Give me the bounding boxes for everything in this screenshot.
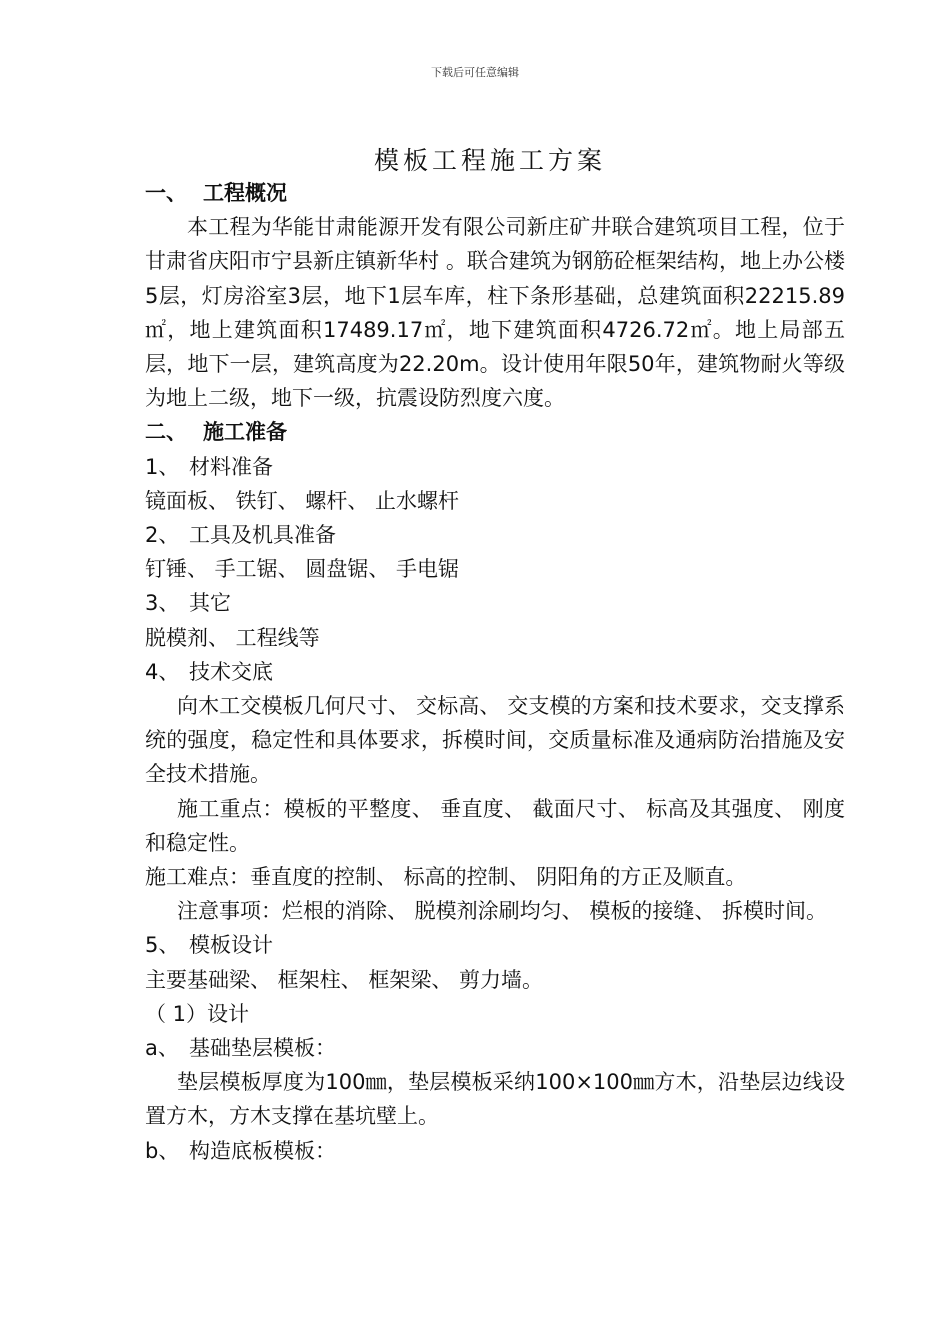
section-title: 施工准备 xyxy=(203,420,287,445)
header-note: 下载后可任意编辑 xyxy=(431,66,519,79)
item-number: 3、 xyxy=(145,591,180,616)
item-number: 1、 xyxy=(145,454,180,479)
subitem-a-heading xyxy=(145,1031,845,1065)
item-tools-content: 钉锤、 手工锯、 圆盘锯、 手电锯 xyxy=(145,557,460,582)
section-title: 工程概况 xyxy=(203,181,287,205)
section-number: 二、 xyxy=(145,420,187,445)
section-heading-overview xyxy=(145,176,845,210)
item-materials-content: 镜面板、 铁钉、 螺杆、 止水螺杆 xyxy=(145,488,460,513)
difficulties-paragraph: 施工难点：垂直度的控制、 标高的控制、 阴阳角的方正及顺直。 xyxy=(145,865,747,890)
subitem-label: b、 xyxy=(145,1138,180,1163)
item-title: 模板设计 xyxy=(189,933,273,958)
item-materials-heading xyxy=(145,450,845,484)
item-number: 5、 xyxy=(145,933,180,958)
briefing-paragraph: 向木工交模板几何尺寸、 交标高、 交支模的方案和技术要求，交支撑系统的强度，稳定性和具体要求，拆模时间，交质量标准及通病防治措施及安全技术措施。 xyxy=(145,694,845,787)
item-title: 材料准备 xyxy=(189,454,273,479)
document-body xyxy=(145,176,845,1168)
item-title: 技术交底 xyxy=(189,659,273,684)
overview-paragraph: 本工程为华能甘肃能源开发有限公司新庄矿井联合建筑项目工程，位于甘肃省庆阳市宁县新庄镇新华村 。联合建筑为钢筋砼框架结构，地上办公楼5层，灯房浴室3层，地下1层车库，柱下条形基础，总建筑面积22215.89㎡，地上建筑面积17489.17㎡，地下建筑面积4726.72㎡。地上局部五层，地下一层，建筑高度为22.20m。设计使用年限50年，建筑物耐火等级为地上二级，地下一级，抗震设防烈度六度。 xyxy=(145,215,845,411)
item-title: 工具及机具准备 xyxy=(189,523,336,548)
item-briefing-heading xyxy=(145,655,845,689)
subitem-a-paragraph: 垫层模板厚度为100㎜，垫层模板采纳100×100㎜方木，沿垫层边线设置方木，方木支撑在基坑壁上。 xyxy=(145,1070,845,1129)
subitem-label: a、 xyxy=(145,1036,179,1061)
item-title: 其它 xyxy=(189,591,231,616)
document-title: 模板工程施工方案 xyxy=(373,146,606,175)
section-number: 一、 xyxy=(145,181,187,205)
notes-paragraph: 注意事项：烂根的消除、 脱模剂涂刷均匀、 模板的接缝、 拆模时间。 xyxy=(177,899,828,924)
subitem-b-heading xyxy=(145,1134,845,1168)
item-design-heading xyxy=(145,928,845,962)
subitem-title: 构造底板模板： xyxy=(189,1138,336,1163)
item-design-content: 主要基础梁、 框架柱、 框架梁、 剪力墙。 xyxy=(145,967,544,992)
subitem-title: 基础垫层模板： xyxy=(189,1036,336,1061)
item-number: 2、 xyxy=(145,523,180,548)
design-subheading: （ 1）设计 xyxy=(145,1001,250,1026)
item-tools-heading xyxy=(145,518,845,552)
item-number: 4、 xyxy=(145,659,180,684)
item-other-content: 脱模剂、 工程线等 xyxy=(145,625,320,650)
section-heading-preparation xyxy=(145,415,845,449)
item-other-heading xyxy=(145,586,845,620)
key-points-paragraph: 施工重点：模板的平整度、 垂直度、 截面尺寸、 标高及其强度、 刚度和稳定性。 xyxy=(145,796,845,855)
